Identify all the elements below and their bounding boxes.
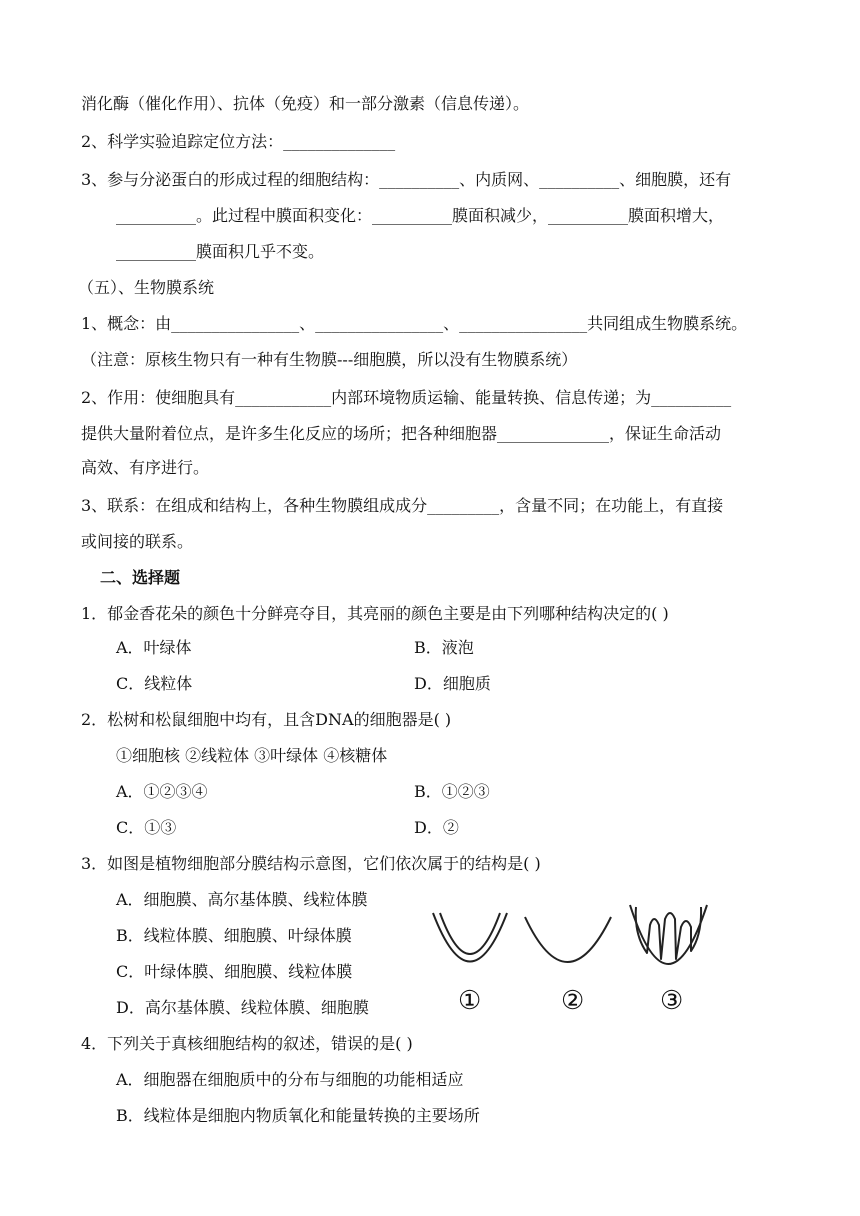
text-line: 2、科学实验追踪定位方法：______________: [81, 132, 396, 151]
note-line: （注意：原核生物只有一种有生物膜---细胞膜，所以没有生物膜系统）: [81, 350, 578, 369]
option-a: A．叶绿体: [116, 638, 192, 657]
question-stem: 1．郁金香花朵的颜色十分鲜亮夺目，其亮丽的颜色主要是由下列哪种结构决定的( ): [81, 604, 669, 623]
option-a: A．细胞膜、高尔基体膜、线粒体膜: [116, 890, 368, 909]
option-b: B．液泡: [414, 638, 474, 657]
text-line: 高效、有序进行。: [81, 458, 210, 477]
question-stem: 4．下列关于真核细胞结构的叙述，错误的是( ): [81, 1034, 413, 1053]
figure-label-1: ①: [458, 986, 482, 1016]
option-d: D．②: [414, 818, 459, 837]
text-line: 3、联系：在组成和结构上，各种生物膜组成成分_________，含量不同；在功能上，有直接: [81, 496, 724, 515]
option-d: D．高尔基体膜、线粒体膜、细胞膜: [116, 998, 369, 1017]
question-items: ①细胞核 ②线粒体 ③叶绿体 ④核糖体: [116, 746, 388, 765]
double-membrane-inner: [440, 913, 500, 954]
text-line: __________。此过程中膜面积变化：__________膜面积减少，__________膜面积增大，: [116, 206, 725, 225]
text-line: 1、概念：由________________、________________、________________共同组成生物膜系统。: [81, 314, 748, 333]
text-line: 提供大量附着位点，是许多生化反应的场所；把各种细胞器______________，保证生命活动: [81, 424, 722, 443]
section-heading: （五）、生物膜系统: [78, 278, 215, 297]
single-membrane: [525, 917, 611, 962]
text-line: 3、参与分泌蛋白的形成过程的细胞结构：__________、内质网、__________、细胞膜，还有: [81, 170, 732, 189]
figure-label-3: ③: [660, 986, 684, 1016]
cristae-inner-membrane: [636, 907, 701, 959]
option-c: C．①③: [116, 818, 177, 837]
option-b: B．①②③: [414, 782, 490, 801]
option-d: D．细胞质: [414, 674, 491, 693]
text-line: 2、作用：使细胞具有____________内部环境物质运输、能量转换、信息传递；为__________: [81, 388, 732, 407]
option-c: C．线粒体: [116, 674, 193, 693]
question-stem: 3．如图是植物细胞部分膜结构示意图，它们依次属于的结构是( ): [81, 854, 541, 873]
option-a: A．①②③④: [116, 782, 208, 801]
option-b: B．线粒体膜、细胞膜、叶绿体膜: [116, 926, 352, 945]
option-c: C．叶绿体膜、细胞膜、线粒体膜: [116, 962, 353, 981]
text-line: 消化酶（催化作用）、抗体（免疫）和一部分激素（信息传递）。: [81, 94, 530, 113]
text-line: __________膜面积几乎不变。: [116, 242, 325, 261]
figure-label-2: ②: [561, 986, 585, 1016]
text-line: 或间接的联系。: [81, 532, 194, 551]
section-heading: 二、选择题: [100, 568, 181, 587]
option-a: A．细胞器在细胞质中的分布与细胞的功能相适应: [116, 1070, 464, 1089]
question-stem: 2．松树和松鼠细胞中均有，且含DNA的细胞器是( ): [81, 710, 452, 729]
option-b: B．线粒体是细胞内物质氧化和能量转换的主要场所: [116, 1106, 480, 1125]
